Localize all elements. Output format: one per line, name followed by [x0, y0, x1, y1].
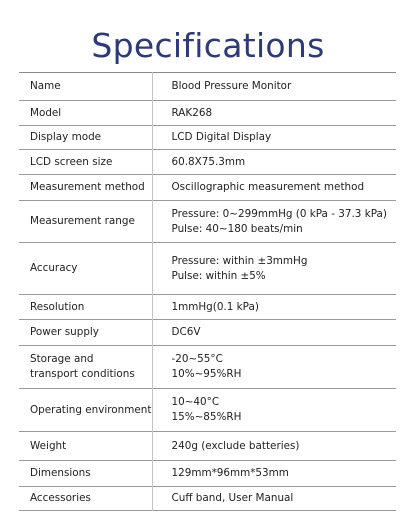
table-row-lcd-screen-size — [19, 150, 396, 175]
specifications-table — [19, 72, 396, 511]
table-row-resolution — [19, 295, 396, 320]
row-value: Cuff band, User Manual — [171, 492, 294, 504]
row-value: Blood Pressure Monitor — [171, 80, 292, 92]
row-label: Operating environment — [19, 389, 152, 432]
row-value: Pressure: 0~299mmHg (0 kPa - 37.3 kPa) Pulse: 40~180 beats/min — [171, 207, 387, 235]
row-value: 240g (exclude batteries) — [171, 439, 300, 452]
table-row-name — [19, 73, 396, 101]
row-value: LCD Digital Display — [171, 131, 272, 143]
row-label: Dimensions — [19, 461, 152, 487]
table-row-accessories — [19, 487, 396, 511]
row-value: 60.8X75.3mm — [171, 155, 246, 168]
row-label: Model — [19, 101, 152, 126]
table-row-power-supply — [19, 320, 396, 346]
table-row-model — [19, 101, 396, 126]
table-row-accuracy — [19, 243, 396, 295]
page-title: Specifications — [91, 26, 325, 66]
table-row-display-mode — [19, 126, 396, 150]
row-label: Measurement range — [19, 201, 152, 243]
row-value: 10~40°C 15%~85%RH — [171, 396, 242, 423]
table-row-dimensions — [19, 461, 396, 487]
table-row-measurement-method — [19, 175, 396, 201]
row-label: Measurement method — [19, 175, 152, 201]
row-label: LCD screen size — [19, 150, 152, 175]
row-value: 129mm*96mm*53mm — [171, 467, 289, 479]
row-value: 1mmHg(0.1 kPa) — [171, 300, 259, 313]
row-label: Display mode — [19, 126, 152, 150]
table-row-operating-environment — [19, 389, 396, 432]
row-label: Accessories — [19, 487, 152, 511]
table-row-weight — [19, 432, 396, 461]
row-value: DC6V — [171, 326, 201, 338]
row-label: Accuracy — [19, 243, 152, 295]
row-label: Storage and transport conditions — [19, 346, 152, 389]
row-value: Pressure: within ±3mmHg Pulse: within ±5% — [171, 254, 308, 282]
table-row-measurement-range — [19, 201, 396, 243]
row-label: Weight — [19, 432, 152, 461]
row-label: Power supply — [19, 320, 152, 346]
row-value: RAK268 — [171, 106, 213, 119]
row-label: Name — [19, 73, 152, 101]
row-value: -20~55°C 10%~95%RH — [171, 353, 242, 380]
row-value: Oscillographic measurement method — [171, 181, 365, 193]
row-label: Resolution — [19, 295, 152, 320]
table-row-storage-conditions — [19, 346, 396, 389]
